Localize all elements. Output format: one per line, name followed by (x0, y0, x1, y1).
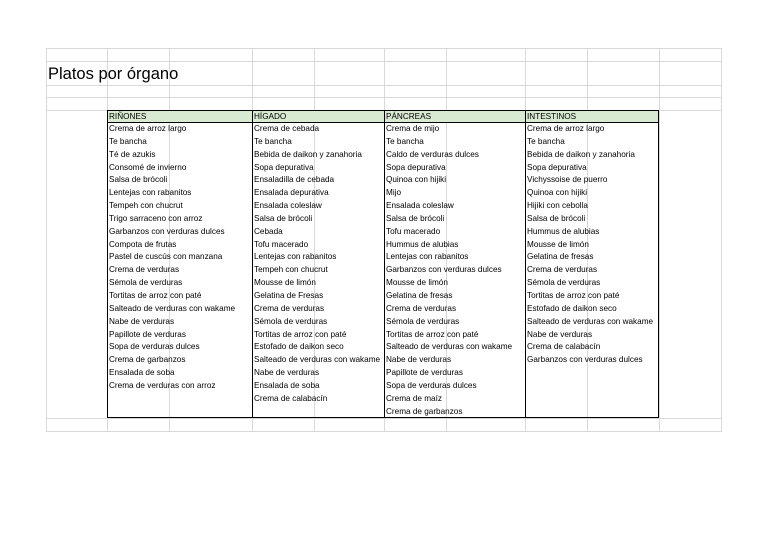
dish-cell[interactable]: Sopa depurativa (527, 162, 587, 172)
dish-cell[interactable]: Lentejas con rabanitos (109, 188, 192, 198)
dish-cell[interactable]: Ensaladilla de cebada (254, 175, 335, 185)
dish-cell[interactable]: Compota de frutas (109, 239, 177, 249)
column-rinones (107, 110, 252, 393)
dish-cell[interactable]: Bebida de daikon y zanahoria (254, 149, 362, 159)
column-header[interactable]: PÁNCREAS (386, 112, 432, 121)
dish-cell[interactable]: Ensalada coleslaw (254, 201, 322, 211)
dish-cell[interactable]: Mousse de limón (254, 278, 316, 288)
dish-cell[interactable]: Crema de verduras (386, 303, 457, 313)
dish-cell[interactable]: Papillote de verduras (109, 329, 186, 339)
dish-cell[interactable]: Crema de garbanzos (109, 355, 186, 365)
dish-cell[interactable]: Salsa de brócoli (254, 213, 313, 223)
dish-cell[interactable]: Crema de maíz (386, 393, 442, 403)
dish-cell[interactable]: Salsa de brócoli (386, 213, 445, 223)
grid-column-line (721, 48, 722, 432)
dish-cell[interactable]: Sémola de verduras (254, 316, 328, 326)
dish-cell[interactable]: Quinoa con hijiki (386, 175, 447, 185)
column-header[interactable]: INTESTINOS (527, 112, 577, 121)
dish-cell[interactable]: Sopa depurativa (254, 162, 314, 172)
column-pancreas (384, 110, 525, 418)
dish-cell[interactable]: Crema de cebada (254, 124, 320, 133)
column-header[interactable]: RIÑONES (109, 112, 147, 121)
dish-cell[interactable]: Sopa de verduras dulces (109, 342, 200, 352)
dish-cell[interactable]: Ensalada de soba (254, 380, 320, 390)
dish-cell[interactable]: Salteado de verduras con wakame (386, 342, 513, 352)
grid-row-line (46, 97, 721, 98)
dish-cell[interactable]: Estofado de daikon seco (527, 303, 617, 313)
dish-cell[interactable]: Gelatina de fresas (527, 252, 594, 262)
dish-cell[interactable]: Consomé de invierno (109, 162, 187, 172)
dish-cell[interactable]: Salteado de verduras con wakame (109, 303, 236, 313)
dish-cell[interactable]: Crema de verduras (109, 265, 180, 275)
dish-cell[interactable]: Sémola de verduras (109, 278, 183, 288)
grid-column-line (659, 48, 660, 432)
dish-cell[interactable]: Garbanzos con verduras dulces (109, 226, 225, 236)
dish-cell[interactable]: Ensalada coleslaw (386, 201, 454, 211)
dish-cell[interactable]: Gelatina de fresas (386, 290, 453, 300)
dish-cell[interactable]: Hijiki con cebolla (527, 201, 588, 211)
dish-cell[interactable]: Te bancha (527, 136, 565, 146)
dish-cell[interactable]: Nabe de verduras (254, 368, 320, 378)
dish-cell[interactable]: Sopa de verduras dulces (386, 380, 477, 390)
dish-cell[interactable]: Salteado de verduras con wakame (527, 316, 654, 326)
grid-column-line (46, 48, 47, 432)
dish-cell[interactable]: Estofado de daikon seco (254, 342, 344, 352)
dish-cell[interactable]: Te bancha (109, 136, 147, 146)
dish-cell[interactable]: Tortitas de arroz con paté (254, 329, 347, 339)
dish-list (107, 123, 252, 393)
dish-cell[interactable]: Salteado de verduras con wakame (254, 355, 381, 365)
dish-cell[interactable]: Crema de verduras (254, 303, 325, 313)
column-header[interactable]: HÍGADO (254, 112, 287, 121)
dish-cell[interactable]: Ensalada depurativa (254, 188, 329, 198)
dish-cell[interactable]: Crema de mijo (386, 124, 440, 133)
dish-cell[interactable]: Lentejas con rabanitos (254, 252, 337, 262)
dish-cell[interactable]: Quinoa con hijiki (527, 188, 588, 198)
grid-row-line (46, 48, 721, 49)
dish-cell[interactable]: Crema de arroz largo (527, 124, 605, 133)
dish-cell[interactable]: Lentejas con rabanitos (386, 252, 469, 262)
dish-cell[interactable]: Crema de calabacín (254, 393, 328, 403)
dish-cell[interactable]: Tortitas de arroz con paté (109, 290, 202, 300)
dish-cell[interactable]: Té de azukis (109, 149, 156, 159)
dish-cell[interactable]: Vichyssoise de puerro (527, 175, 608, 185)
dish-cell[interactable]: Cebada (254, 226, 283, 236)
dish-cell[interactable]: Nabe de verduras (386, 355, 452, 365)
dish-cell[interactable]: Sémola de verduras (386, 316, 460, 326)
dish-cell[interactable]: Salsa de brócoli (109, 175, 168, 185)
column-intestinos (525, 110, 659, 367)
dish-cell[interactable]: Papillote de verduras (386, 368, 463, 378)
dish-cell[interactable]: Garbanzos con verduras dulces (386, 265, 502, 275)
dish-cell[interactable]: Tempeh con chucrut (109, 201, 183, 211)
dish-cell[interactable]: Bebida de daikon y zanahoria (527, 149, 635, 159)
dish-cell[interactable]: Caldo de verduras dulces (386, 149, 479, 159)
dish-cell[interactable]: Tortitas de arroz con paté (386, 329, 479, 339)
dish-cell[interactable]: Nabe de verduras (527, 329, 593, 339)
dish-cell[interactable]: Mijo (386, 188, 402, 198)
dish-list (525, 123, 659, 367)
dish-cell[interactable]: Trigo sarraceno con arroz (109, 213, 203, 223)
dish-cell[interactable]: Hummus de alubias (386, 239, 459, 249)
dish-list (384, 123, 525, 418)
dish-cell[interactable]: Crema de calabacín (527, 342, 601, 352)
dish-list (252, 123, 384, 406)
dish-cell[interactable]: Ensalada de soba (109, 368, 175, 378)
grid-row-line (46, 431, 721, 432)
dish-cell[interactable]: Tempeh con chucrut (254, 265, 328, 275)
dish-cell[interactable]: Crema de verduras (527, 265, 598, 275)
dish-cell[interactable]: Crema de garbanzos (386, 406, 463, 416)
dish-cell[interactable]: Te bancha (386, 136, 424, 146)
sheet-title: Platos por órgano (48, 65, 179, 83)
dish-cell[interactable]: Te bancha (254, 136, 292, 146)
dish-cell[interactable]: Pastel de cuscús con manzana (109, 252, 223, 262)
dish-cell[interactable]: Mousse de limón (527, 239, 589, 249)
dish-cell[interactable]: Tortitas de arroz con paté (527, 290, 620, 300)
dish-cell[interactable]: Garbanzos con verduras dulces (527, 355, 643, 365)
dish-cell[interactable]: Tofu macerado (254, 239, 309, 249)
dish-cell[interactable]: Crema de arroz largo (109, 124, 187, 133)
dish-cell[interactable]: Nabe de verduras (109, 316, 175, 326)
dish-cell[interactable]: Sopa depurativa (386, 162, 446, 172)
dish-cell[interactable]: Hummus de alubias (527, 226, 600, 236)
dish-cell[interactable]: Gelatina de Fresas (254, 290, 324, 300)
column-higado (252, 110, 384, 406)
dish-cell[interactable]: Crema de verduras con arroz (109, 380, 216, 390)
dish-cell[interactable]: Salsa de brócoli (527, 213, 586, 223)
dish-cell[interactable]: Sémola de verduras (527, 278, 601, 288)
dish-cell[interactable]: Mousse de limón (386, 278, 448, 288)
dish-cell[interactable]: Tofu macerado (386, 226, 441, 236)
